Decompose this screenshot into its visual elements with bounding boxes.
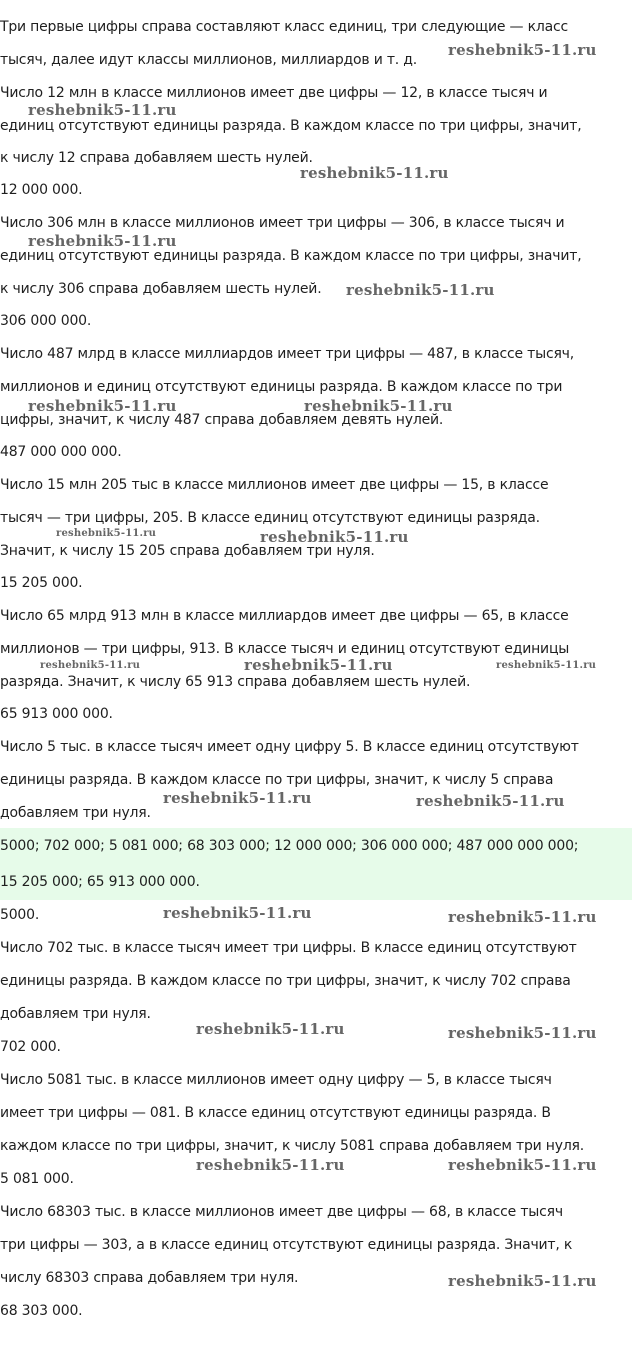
watermark: reshebnik5-11.ru: [196, 1020, 345, 1038]
text-line: тысяч — три цифры, 205. В классе единиц отсутствуют единицы разряда.: [0, 510, 540, 526]
answer-line: 5000; 702 000; 5 081 000; 68 303 000; 12 000 000; 306 000 000; 487 000 000 000;: [0, 838, 579, 854]
text-line: Число 65 млрд 913 млн в классе миллиардов имеет две цифры — 65, в классе: [0, 608, 569, 624]
text-line: Число 306 млн в классе миллионов имеет три цифры — 306, в классе тысяч и: [0, 215, 565, 231]
watermark: reshebnik5-11.ru: [28, 397, 177, 415]
text-line: к числу 12 справа добавляем шесть нулей.: [0, 150, 313, 166]
text-line: единицы разряда. В каждом классе по три цифры, значит, к числу 5 справа: [0, 772, 554, 788]
text-line: единиц отсутствуют единицы разряда. В каждом классе по три цифры, значит,: [0, 118, 582, 134]
watermark: reshebnik5-11.ru: [304, 397, 453, 415]
text-line: единиц отсутствуют единицы разряда. В каждом классе по три цифры, значит,: [0, 248, 582, 264]
watermark: reshebnik5-11.ru: [196, 1156, 345, 1174]
answer-line: 15 205 000; 65 913 000 000.: [0, 874, 200, 890]
watermark: reshebnik5-11.ru: [496, 660, 597, 671]
text-line: единицы разряда. В каждом классе по три цифры, значит, к числу 702 справа: [0, 973, 571, 989]
text-line: Число 15 млн 205 тыс в классе миллионов имеет две цифры — 15, в классе: [0, 477, 549, 493]
watermark: reshebnik5-11.ru: [260, 528, 409, 546]
text-line: 5 081 000.: [0, 1171, 74, 1187]
text-line: три цифры — 303, а в классе единиц отсутствуют единицы разряда. Значит, к: [0, 1237, 573, 1253]
watermark: reshebnik5-11.ru: [28, 232, 177, 250]
text-line: разряда. Значит, к числу 65 913 справа добавляем шесть нулей.: [0, 674, 471, 690]
text-line: добавляем три нуля.: [0, 805, 151, 821]
text-line: Число 12 млн в классе миллионов имеет две цифры — 12, в классе тысяч и: [0, 85, 548, 101]
watermark: reshebnik5-11.ru: [163, 789, 312, 807]
text-line: Число 68303 тыс. в классе миллионов имеет две цифры — 68, в классе тысяч: [0, 1204, 563, 1220]
text-line: 702 000.: [0, 1039, 61, 1055]
text-line: Число 5 тыс. в классе тысяч имеет одну цифру 5. В классе единиц отсутствуют: [0, 739, 579, 755]
text-line: 65 913 000 000.: [0, 706, 113, 722]
text-line: 487 000 000 000.: [0, 444, 122, 460]
text-line: добавляем три нуля.: [0, 1006, 151, 1022]
text-line: 306 000 000.: [0, 313, 92, 329]
text-line: тысяч, далее идут классы миллионов, миллиардов и т. д.: [0, 52, 418, 68]
text-line: Число 5081 тыс. в классе миллионов имеет одну цифру — 5, в классе тысяч: [0, 1072, 552, 1088]
watermark: reshebnik5-11.ru: [448, 1272, 597, 1290]
text-line: 68 303 000.: [0, 1303, 83, 1319]
text-line: миллионов и единиц отсутствуют единицы разряда. В каждом классе по три: [0, 379, 563, 395]
text-line: 12 000 000.: [0, 182, 83, 198]
watermark: reshebnik5-11.ru: [448, 1156, 597, 1174]
watermark: reshebnik5-11.ru: [163, 904, 312, 922]
text-line: числу 68303 справа добавляем три нуля.: [0, 1270, 299, 1286]
watermark: reshebnik5-11.ru: [300, 164, 449, 182]
text-line: имеет три цифры — 081. В классе единиц отсутствуют единицы разряда. В: [0, 1105, 551, 1121]
text-line: Число 487 млрд в классе миллиардов имеет три цифры — 487, в классе тысяч,: [0, 346, 575, 362]
watermark: reshebnik5-11.ru: [40, 660, 141, 671]
watermark: reshebnik5-11.ru: [416, 792, 565, 810]
text-line: каждом классе по три цифры, значит, к числу 5081 справа добавляем три нуля.: [0, 1138, 585, 1154]
watermark: reshebnik5-11.ru: [448, 1024, 597, 1042]
text-line: Число 702 тыс. в классе тысяч имеет три цифры. В классе единиц отсутствуют: [0, 940, 577, 956]
watermark: reshebnik5-11.ru: [448, 41, 597, 59]
text-line: 15 205 000.: [0, 575, 83, 591]
watermark: reshebnik5-11.ru: [346, 281, 495, 299]
text-line: Значит, к числу 15 205 справа добавляем три нуля.: [0, 543, 375, 559]
text-line: к числу 306 справа добавляем шесть нулей.: [0, 281, 322, 297]
text-line: миллионов — три цифры, 913. В классе тысяч и единиц отсутствуют единицы: [0, 641, 570, 657]
text-line: цифры, значит, к числу 487 справа добавляем девять нулей.: [0, 412, 444, 428]
text-line: Три первые цифры справа составляют класс единиц, три следующие — класс: [0, 19, 568, 35]
text-line: 5000.: [0, 907, 40, 923]
watermark: reshebnik5-11.ru: [244, 656, 393, 674]
watermark: reshebnik5-11.ru: [448, 908, 597, 926]
watermark: reshebnik5-11.ru: [56, 528, 157, 539]
watermark: reshebnik5-11.ru: [28, 101, 177, 119]
